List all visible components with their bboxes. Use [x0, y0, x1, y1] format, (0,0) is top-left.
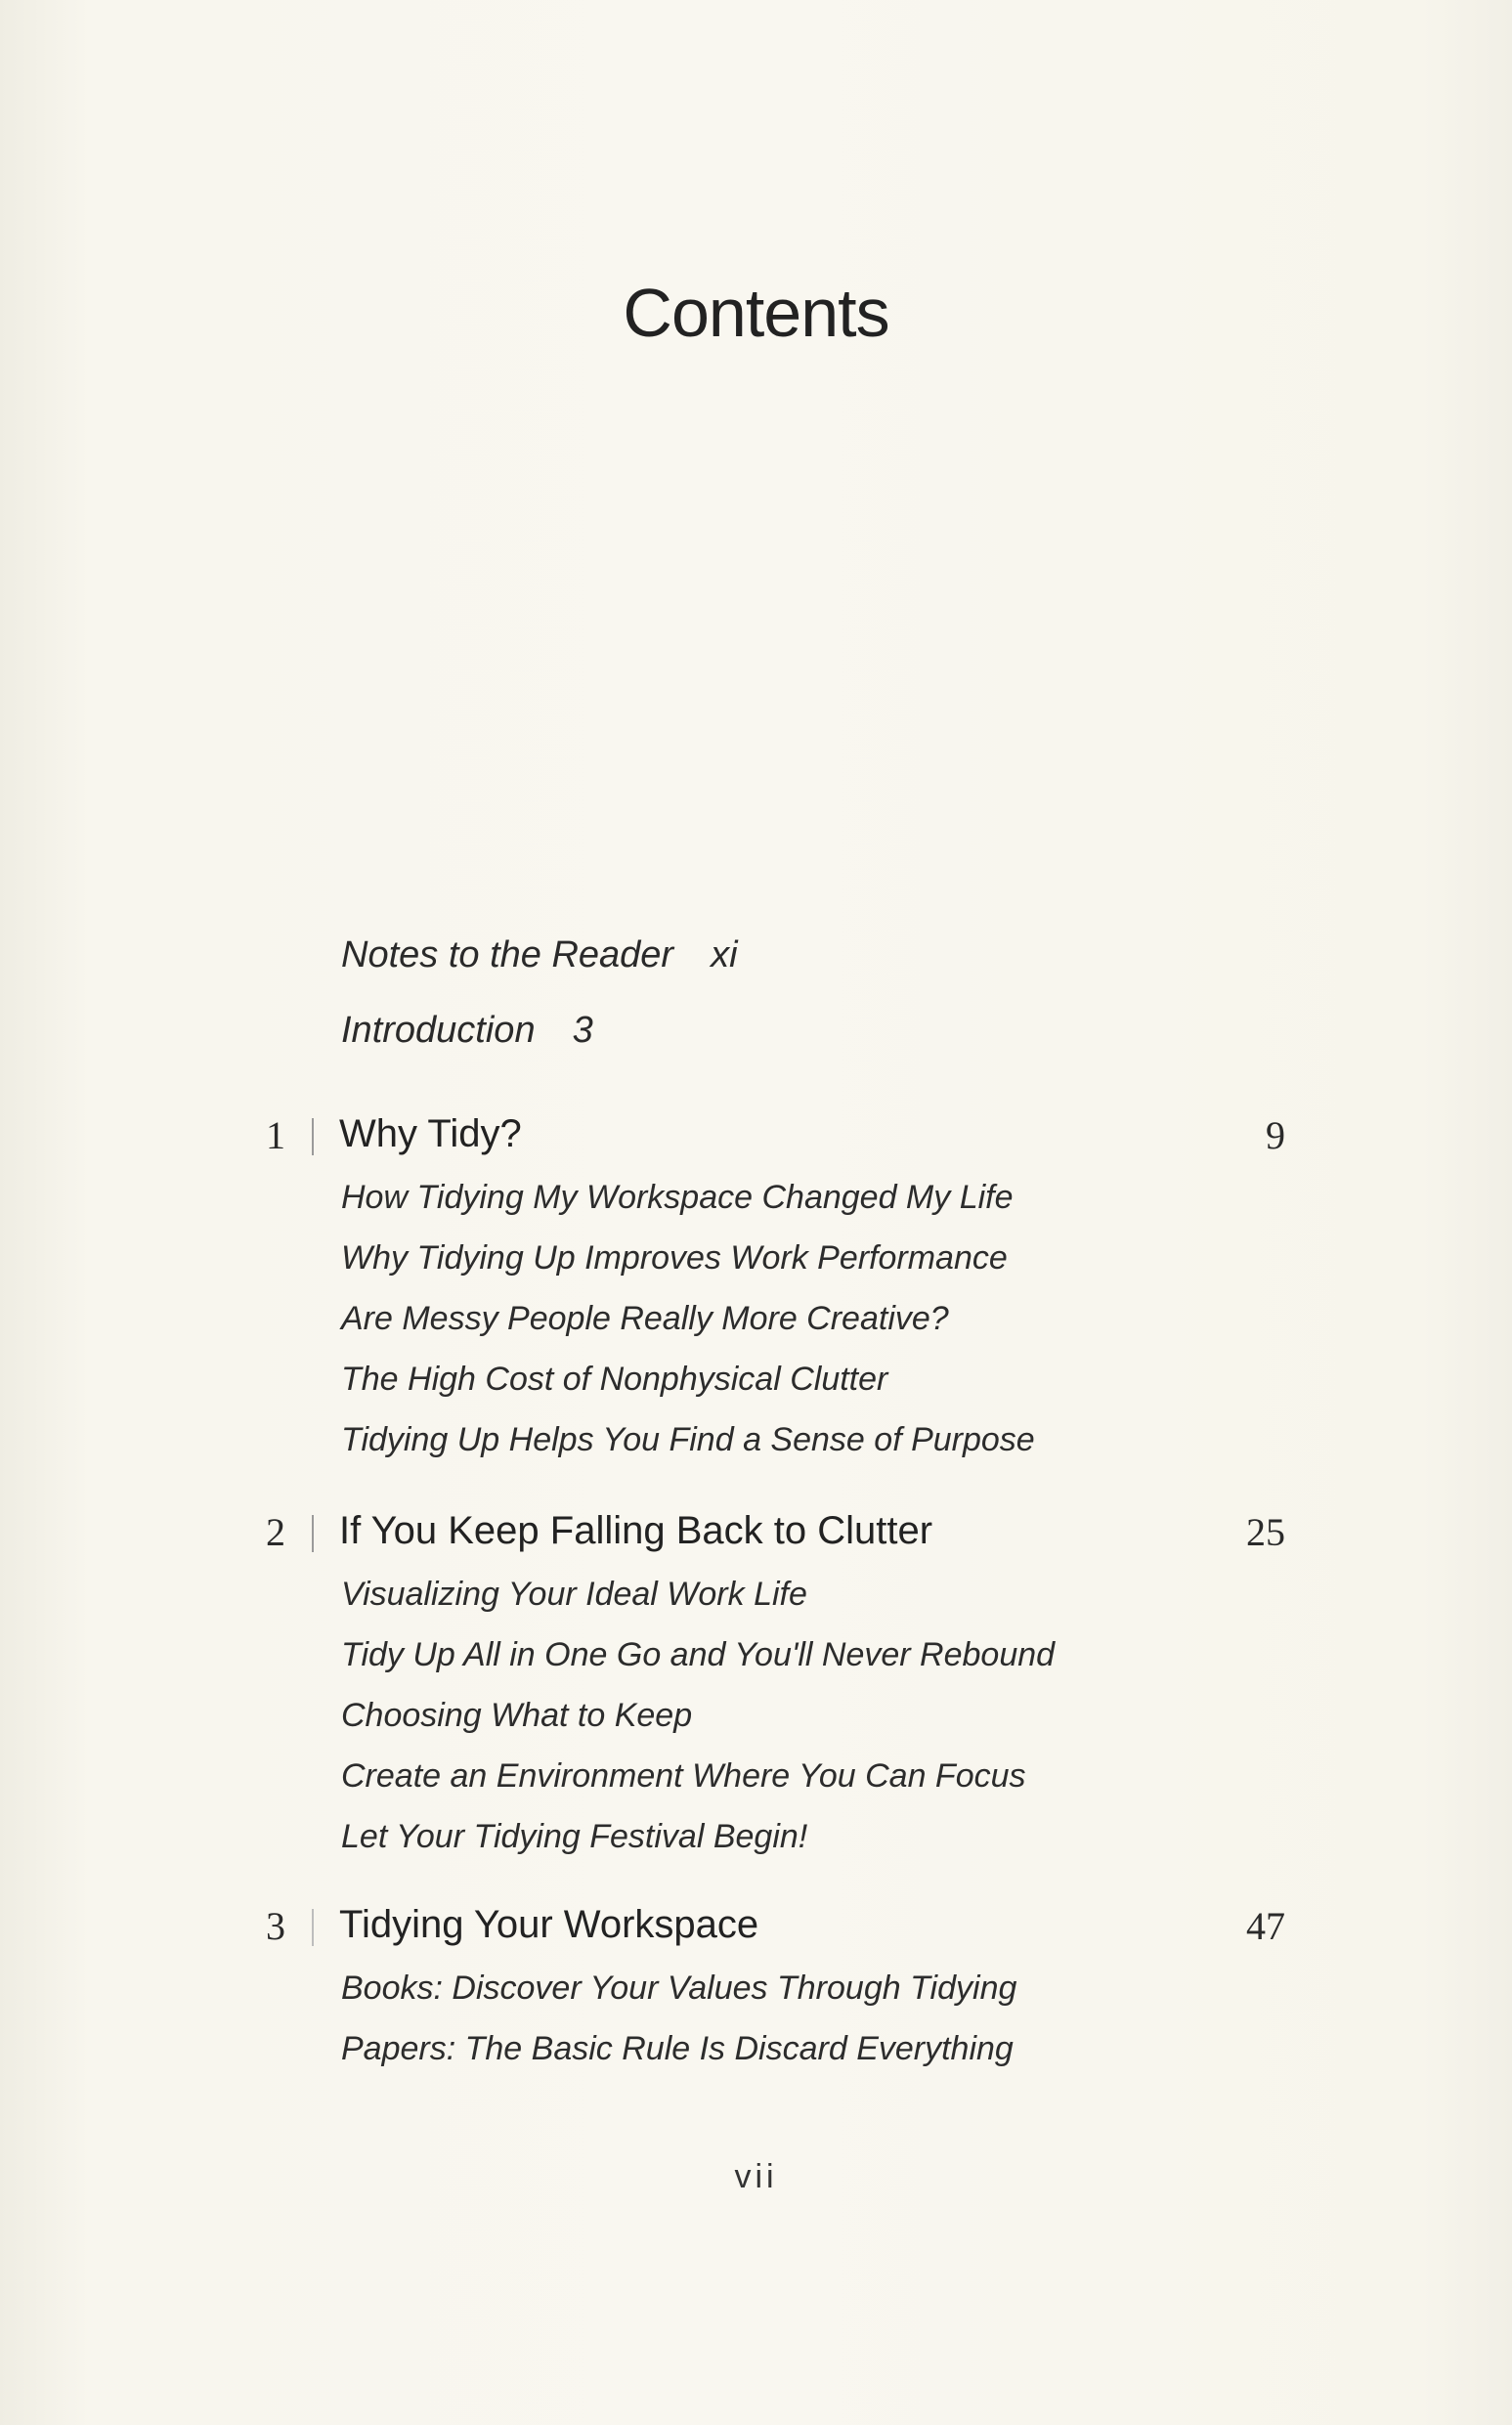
chapter-page: 25: [1246, 1510, 1285, 1554]
chapter-title: Tidying Your Workspace: [339, 1903, 759, 1946]
page-title: Contents: [623, 275, 889, 351]
chapter-number: 1: [266, 1113, 285, 1157]
chapter-divider: [312, 1118, 314, 1155]
section-item: Are Messy People Really More Creative?: [341, 1300, 949, 1337]
chapter-number: 3: [266, 1904, 285, 1948]
toc-front-item-introduction: [341, 1010, 593, 1052]
chapter-3-sections: [341, 1958, 1016, 2079]
toc-front-item-notes: [341, 934, 738, 976]
page-number: vii: [734, 2158, 778, 2195]
section-item: Why Tidying Up Improves Work Performance: [341, 1239, 1008, 1277]
front-item-label: Introduction: [341, 1010, 536, 1051]
front-item-page: 3: [572, 1010, 593, 1051]
section-item: Create an Environment Where You Can Focus: [341, 1757, 1026, 1795]
chapter-divider: [312, 1515, 314, 1552]
chapter-title: Why Tidy?: [339, 1112, 522, 1155]
chapter-divider: [312, 1909, 314, 1946]
section-item: Visualizing Your Ideal Work Life: [341, 1576, 807, 1613]
section-item: Tidying Up Helps You Find a Sense of Purpose: [341, 1421, 1035, 1458]
chapter-page: 9: [1266, 1113, 1285, 1157]
section-item: Books: Discover Your Values Through Tidying: [341, 1970, 1017, 2007]
section-item: The High Cost of Nonphysical Clutter: [341, 1361, 888, 1398]
front-item-page: xi: [711, 934, 738, 975]
section-item: How Tidying My Workspace Changed My Life: [341, 1179, 1014, 1216]
front-item-label: Notes to the Reader: [341, 934, 674, 975]
chapter-2-sections: [341, 1564, 1055, 1867]
chapter-title: If You Keep Falling Back to Clutter: [339, 1509, 933, 1552]
chapter-page: 47: [1246, 1904, 1285, 1948]
section-item: Papers: The Basic Rule Is Discard Everything: [341, 2030, 1014, 2067]
section-item: Tidy Up All in One Go and You'll Never Rebound: [341, 1636, 1056, 1673]
chapter-number: 2: [266, 1510, 285, 1554]
section-item: Let Your Tidying Festival Begin!: [341, 1818, 808, 1855]
section-item: Choosing What to Keep: [341, 1697, 693, 1734]
chapter-1-sections: [341, 1167, 1035, 1470]
